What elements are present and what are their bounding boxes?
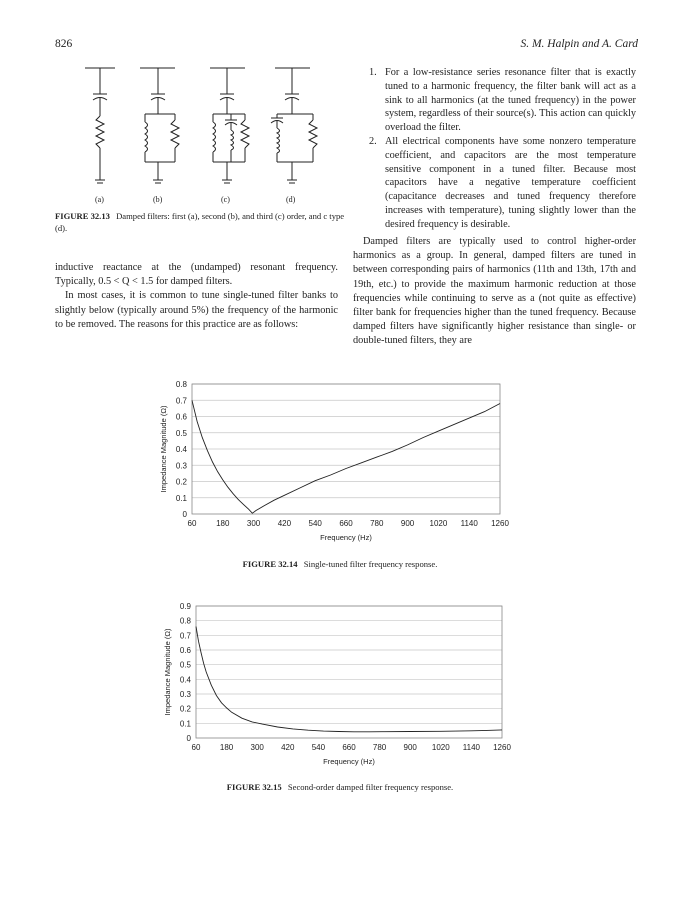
figure-13-caption-text: Damped filters: first (a), second (b), and third (c) order, and c type (d). bbox=[55, 211, 345, 233]
list-item bbox=[353, 135, 636, 232]
y-tick-label: 0.4 bbox=[175, 445, 187, 454]
figure-13-caption-label: FIGURE 32.13 bbox=[55, 211, 110, 221]
y-tick-label: 0.8 bbox=[175, 380, 187, 389]
y-tick-label: 0.1 bbox=[175, 493, 187, 503]
circuit-label-c: (c) bbox=[221, 195, 230, 204]
x-tick-label: 180 bbox=[216, 519, 230, 528]
running-head-authors: S. M. Halpin and A. Card bbox=[520, 38, 638, 50]
x-tick-label: 1020 bbox=[431, 743, 450, 752]
x-tick-label: 60 bbox=[187, 519, 197, 528]
x-tick-label: 420 bbox=[277, 519, 292, 528]
circuit-c bbox=[210, 68, 249, 204]
x-tick-label: 660 bbox=[339, 519, 353, 528]
y-tick-label: 0.2 bbox=[179, 704, 191, 714]
left-paragraph-2: In most cases, it is common to tune single-tuned filter banks to slightly below (typically around 5%) the frequency of the harmonic to be removed. The reasons for this practice are as follows: bbox=[55, 290, 338, 330]
circuit-label-d: (d) bbox=[286, 195, 296, 204]
single-tuned-response-chart bbox=[150, 375, 530, 555]
x-tick-label: 1260 bbox=[493, 743, 511, 752]
y-tick-label: 0.8 bbox=[179, 616, 191, 626]
x-tick-label: 1020 bbox=[429, 519, 448, 528]
figure-14-caption bbox=[150, 559, 530, 569]
y-axis-label: Impedance Magnitude (Ω) bbox=[159, 405, 168, 493]
y-tick-label: 0.4 bbox=[179, 675, 191, 685]
x-tick-label: 1260 bbox=[491, 519, 509, 528]
x-tick-label: 300 bbox=[250, 743, 264, 752]
y-tick-label: 0.7 bbox=[175, 396, 187, 406]
figure-14-caption-label: FIGURE 32.14 bbox=[242, 559, 298, 569]
impedance-curve bbox=[192, 400, 500, 513]
y-tick-label: 0.5 bbox=[175, 428, 187, 438]
figure-15-caption-label: FIGURE 32.15 bbox=[226, 782, 282, 792]
circuit-a bbox=[85, 68, 115, 204]
x-tick-label: 900 bbox=[400, 519, 415, 528]
y-tick-label: 0 bbox=[186, 734, 191, 743]
left-column-text bbox=[55, 261, 338, 332]
x-tick-label: 900 bbox=[403, 743, 417, 752]
list-item-text: For a low-resistance series resonance filter that is exactly tuned to a harmonic frequency, the filter bank will act as a sink to all harmonics (at the tuned frequency) in the power system, regardless of their source(s). This action can quickly overload the filter. bbox=[385, 67, 636, 134]
y-tick-label: 0.9 bbox=[179, 602, 191, 611]
circuit-label-b: (b) bbox=[153, 195, 163, 204]
list-item bbox=[353, 66, 636, 135]
x-tick-label: 540 bbox=[308, 519, 322, 528]
y-tick-label: 0 bbox=[182, 510, 187, 519]
tuning-reasons-list bbox=[353, 66, 636, 232]
x-tick-label: 1140 bbox=[462, 743, 481, 752]
y-tick-label: 0.6 bbox=[175, 412, 187, 422]
list-item-text: All electrical components have some nonzero temperature coefficient, and capacitors are the most temperature sensitive component in a tuned filter. Because most capacitors have a negative temperature coefficient (capacitance decreases and tuned frequency therefore increases with temperature), tuning slightly lower than the desired frequency is desirable. bbox=[385, 135, 636, 230]
circuit-d bbox=[271, 68, 317, 204]
y-tick-label: 0.2 bbox=[175, 477, 187, 487]
y-axis-label: Impedance Magnitude (Ω) bbox=[163, 628, 172, 716]
circuit-label-a: (a) bbox=[95, 195, 104, 204]
page-number: 826 bbox=[55, 38, 73, 50]
y-tick-label: 0.3 bbox=[175, 461, 187, 471]
figure-14-caption-text: Single-tuned filter frequency response. bbox=[303, 559, 438, 569]
damped-filter-circuits-figure bbox=[55, 58, 345, 208]
x-tick-label: 300 bbox=[246, 519, 261, 528]
second-order-damped-response-chart bbox=[150, 598, 530, 778]
x-tick-label: 60 bbox=[191, 743, 201, 752]
x-tick-label: 540 bbox=[311, 743, 326, 752]
figure-15-caption-text: Second-order damped filter frequency response. bbox=[287, 782, 454, 792]
x-axis-label: Frequency (Hz) bbox=[323, 757, 375, 766]
list-item-number: 2. bbox=[369, 135, 377, 147]
x-tick-label: 780 bbox=[370, 519, 384, 528]
x-axis-label: Frequency (Hz) bbox=[320, 533, 372, 542]
figure-13-caption bbox=[55, 211, 345, 234]
figure-15-caption bbox=[150, 782, 530, 792]
y-tick-label: 0.6 bbox=[179, 646, 191, 655]
y-tick-label: 0.5 bbox=[179, 660, 191, 670]
right-paragraph: Damped filters are typically used to control higher-order harmonics as a group. In general, damped filters are tuned in between corresponding pairs of harmonics (11th and 13th, 17th and 19th, etc.) to provide the maximum harmonic reduction at those frequencies while continuing to serve as a (not quite as effective) filter bank for frequencies higher than the tuned frequency. Because damped filters have significantly higher resistance than single- or double-tuned filters, they are bbox=[353, 236, 636, 347]
y-tick-label: 0.7 bbox=[179, 631, 191, 641]
x-tick-label: 660 bbox=[342, 743, 356, 752]
x-tick-label: 180 bbox=[219, 743, 234, 752]
left-paragraph-1: inductive reactance at the (undamped) resonant frequency. Typically, 0.5 < Q < 1.5 for damped filters. bbox=[55, 262, 338, 288]
x-tick-label: 420 bbox=[281, 743, 295, 752]
x-tick-label: 1140 bbox=[460, 519, 478, 528]
y-tick-label: 0.3 bbox=[179, 690, 191, 699]
y-tick-label: 0.1 bbox=[179, 719, 191, 729]
circuit-b bbox=[140, 68, 179, 204]
x-tick-label: 780 bbox=[372, 743, 387, 752]
list-item-number: 1. bbox=[369, 67, 377, 78]
